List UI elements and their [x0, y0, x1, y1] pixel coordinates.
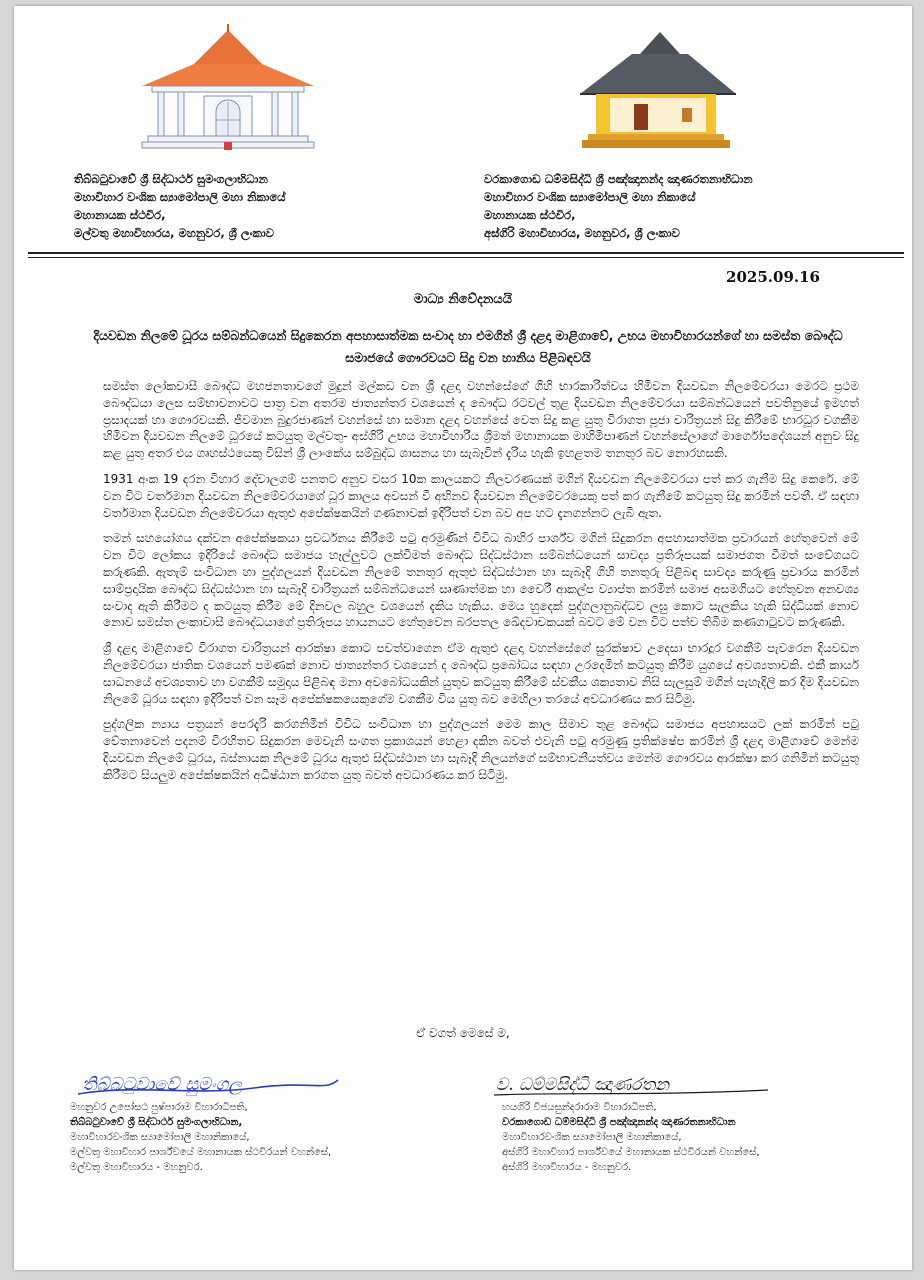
right-signature-image [488, 1068, 778, 1100]
closing-line: ඒ වගත් මෙසේ ම, [416, 1026, 510, 1040]
document-page [14, 6, 912, 1270]
left-signature-line: මහාවිහාරවංශික ස්‍යාමෝපාලි මහානිකායේ, [70, 1132, 250, 1143]
left-signature-line: මල්වතු මහාවිහාර පාර්ශ්වයේ මහානායක ස්ථවිරයන් වහන්සේ, [70, 1147, 332, 1158]
document-body [103, 378, 859, 793]
right-authority-line: අස්ගිරි මහාවිහාරය, මහනුවර, ශ්‍රී ලංකාව [484, 226, 680, 240]
left-signature-image [74, 1066, 344, 1100]
header-divider-thin [28, 257, 904, 258]
left-signature-block [70, 1100, 331, 1175]
left-authority-line: මහානායක ස්ථවිර, [74, 208, 166, 222]
right-signature-line: අස්ගිරි මහාවිහාර පාර්ශ්වයේ මහානායක ස්ථවිරයන් වහන්සේ, [502, 1147, 760, 1158]
left-authority-header [74, 170, 286, 242]
left-authority-line: තිබ්බටුවාවේ ශ්‍රී සිද්ධාර්ථ සුමංගලාභිධාන [74, 172, 268, 186]
right-authority-header [484, 170, 753, 242]
right-signature-line: වරකාගොඩ ධම්මසිද්ධි ශ්‍රී පඤ්ඤානන්ද ඤාණරතනාභිධාන [502, 1117, 736, 1128]
right-signature-line: මහාවිහාරවංශික ස්‍යාමෝපාලි මහානිකායේ, [502, 1132, 682, 1143]
body-paragraph: 1931 අංක 19 දරන විහාර දේවාලගම් පනතට අනුව වසර 10ක කාලයකට නිලවරණයක් මගින් දියවඩන නිලමේවරයා පත් කර ගැනීම සිදු කෙරේ. මේ වන විට වර්තමාන දියවඩන නිලමේවරයාගේ ධූර කාලය අවසන් වී අභිනව දියවඩන නිලමේවරයෙකු පත් කර ගැනීමේ කටයුතු සිදු කරමින් පවතී. ඒ සඳහා වර්තමාන දියවඩන නිලමේවරයා ඇතුළු අපේක්ෂකයින් ගණනාවක් ඉදිරිපත් වන බව අප හට දැනගන්නට ලැබී ඇත. [103, 471, 859, 520]
body-paragraph: තමන් සහයෝගය දක්වන අපේක්ෂකයා ප්‍රවර්ධනය කිරීමේ පටු අරමුණින් විවිධ බාහිර පාර්ශ්ව මගින් සිදුකරන අපහාසාත්මක ප්‍රචාරයන් හේතුවෙන් මේ වන විට ලෝකය ඉදිරියේ බෞද්ධ සමාජය හෑල්ලුවට ලක්වීමත් බෞද්ධ සිද්ධස්ථාන සම්බන්ධයෙන් සාවද්‍ය ප්‍රතිරූපයක් සමාජගත වීමත් සංවේගයට කරුණකි. ඇතැම් සංවිධාන හා පුද්ගලයන් දියවඩන නිලමේ තනතුර ඇතුළු සිද්ධස්ථාන හා සැබෑදි ගිහි තනතුරු පිළිබඳ සාවද්‍ය කරුණු ප්‍රචාරය කරමින් සාම්ප්‍රදායික බෞද්ධ සිද්ධස්ථාන හා සැබෑදි චාරිත්‍රයන් සම්බන්ධයෙන් ඍණාත්මක හා වෛරී ආකල්ප ව්‍යාප්ත කරමින් සමාජ අසමගියට හේතුවන අනවශ්‍ය සංවාද ඇති කිරීමට ද කටයුතු කිරීම මේ දිනවල බහුල වශයෙන් දැකිය හැකිය. මෙය හුදෙක් පුද්ගලානුබද්ධව ලඝු කොට සැලකිය හැකි සිද්ධියක් නොව නොව සමස්ත ලංකාවාසී බෞද්ධයාගේ ප්‍රතිරූපය හායනයට හේතුවෙන බරපතල ඛේදවාචකයක් බවට මේ වන විට පත්ව තිබීම කණගාටුවට කරුණකි. [103, 531, 859, 630]
malwathu-temple-logo [138, 24, 318, 154]
document-title: මාධ්‍ය නිවේදනයයි [413, 292, 513, 307]
header-divider [28, 252, 904, 254]
left-signature-line: මල්වතු මහාවිහාරය - මහනුවර. [70, 1162, 203, 1173]
right-authority-line: වරකාගොඩ ධම්මසිද්ධි ශ්‍රී පඤ්ඤානන්ද ඤාණරතනාභිධාන [484, 172, 753, 186]
body-paragraph: ශ්‍රී දළදා මාළිගාවේ විරාගත චාරිත්‍රයන් ආරක්ෂා කොට පවත්වාගෙන ඒම ඇතුළු දළදා වහන්සේගේ සුරක්ෂාව උදෙසා භාරදූර වගකීම් පැවරෙන දියවඩන නිලමේවරයා ජාතික වශයෙන් පමණක් නොව ජාත්‍යන්තර වශයෙන් ද බෞද්ධ ප්‍රබෝධය සඳහා උරදෙමින් කටයුතු කිරීම යුගයේ අවශ්‍යතාවකි. එකී කාර්ය සාධනයේ අවශ්‍යතාව හා වගකීම් සමුදාය පිළිබඳ මනා අවබෝධයකින් යුතුව කටයුතු කිරීමේ ස්වකීය ශක්‍යතාව නිසි සැලසුම් මගින් පැහැදිලි කර දීම දියවඩන නිලමේ ධූරය සඳහා ඉදිරිපත් වන සෑම අපේක්ෂකයෙකුගේම වගකීම විය යුතු බව මෙහිලා තරයේ අවධාරණය කර සිටිමු. [103, 641, 859, 706]
right-signature-block [502, 1100, 760, 1175]
left-signature-line: මහනුවර උපෝසථ පුෂ්පාරාම විහාරාධිපති, [70, 1102, 248, 1113]
document-subject: දියවඩන නිලමේ ධූරය සම්බන්ධයෙන් සිදුකෙරන අපහාසාත්මක සංවාද හා එමගින් ශ්‍රී දළදා මාළිගාවේ, උභය මහාවිහාරයන්ගේ හා සමස්ත බෞද්ධ සමාජයේ ගෞරවයට සිදු වන හානිය පිළිබඳවයි [93, 328, 843, 365]
right-signature-text: ව. ධම්මසිද්ධි ඤාණරතන [496, 1075, 670, 1095]
left-signature-text: තිබ්බටුවාවේ සුමංගල [82, 1074, 243, 1095]
asgiri-temple-logo [570, 28, 740, 152]
right-signature-line: හයගිරි විජයසුන්දරාරාම විහාරාධිපති, [502, 1102, 657, 1113]
document-date: 2025.09.16 [726, 268, 820, 286]
right-authority-line: මහානායක ස්ථවිර, [484, 208, 576, 222]
left-authority-line: මල්වතු මහාවිහාරය, මහනුවර, ශ්‍රී ලංකාව [74, 226, 274, 240]
right-signature-line: අස්ගිරි මහාවිහාරය - මහනුවර. [502, 1162, 632, 1173]
left-signature-line: තිබ්බටුවාවේ ශ්‍රී සිද්ධාර්ථ සුමංගලාභිධාන, [70, 1117, 243, 1128]
body-paragraph: සමස්ත ලෝකවාසී බෞද්ධ මහජනතාවගේ මුදුන් මල්කඩ වන ශ්‍රී දළදා වහන්සේගේ ගිහි භාරකාරිත්වය හිමිවන දියවඩන නිලමේවරයා මෙරට ප්‍රථම බෞද්ධයා ලෙස සම්භාවනාවට පාත්‍ර වන අතරම ජාත්‍යන්තර වශයෙන් ද බෞද්ධ රටවල් තුළ දියවඩන නිලමේවරයා සම්බන්ධයෙන් පවතිනුයේ ඉමහත් ප්‍රසාදයක් හා ගෞරවයකි. ජීවමාන බුදුරජාණන් වහන්සේ හා සමාන දළදා වහන්සේ වෙත සිදු කළ යුතු විරාගත පූජා චාරිත්‍රයන් සිදු කිරීමේ භාරධූර වගකීම හිමිවන දියවඩන නිලමේ ධූරයේ කටයුතු මල්වතු- අස්ගිරි උභය මහාවිහාරීය ශ්‍රීමත් මහානායක මාහිමිපාණන් වහන්සේලාගේ මාර්ගෝපදේශයන් අනුව සිදු කළ යුතු අතර එය ගෘහස්ථයෙකු විසින් ශ්‍රී ලාංකේය සම්බුද්ධ ශාසනය හා සැබෑවින් දැරිය හැකි ඉහළතම තනතුර බව නොරහසකි. [103, 379, 859, 461]
right-authority-line: මහාවිහාර වංශික ස්‍යාමෝපාලි මහා නිකායේ [484, 190, 696, 204]
body-paragraph: පුද්ගලික න්‍යාය පත්‍රයන් පෙරදැරි කරගනිමින් විවිධ සංවිධාන හා පුද්ගලයන් මෙම කාල සීමාව තුළ බෞද්ධ සමාජය අපහාසයට ලක් කරමින් පටු චේතනාවෙන් පදනම් විරහිතව සිදුකරන මෙවැනි සංගත ප්‍රකාශයන් හෙළා දකින බවත් එවැනි පටු අරමුණු ප්‍රතික්ෂේප කරමින් ශ්‍රී දළදා මාළිගාවේ මෙන්ම දියවඩන නිලමේ ධූරය, බස්නායක නිලමේ ධූරය ඇතුළු සිද්ධස්ථාන හා සැබෑදි නිලයන්ගේ සම්භාවනීයත්වය මෙන්ම ගෞරවය ආරක්ෂා කර ගනිමින් කටයුතු කිරීමට සියලුම අපේක්ෂකයින් අධිෂ්ඨාන කරගත යුතු බවත් අවධාරණය කර සිටිමු. [103, 717, 859, 782]
left-authority-line: මහාවිහාර වංශික ස්‍යාමෝපාලි මහා නිකායේ [74, 190, 286, 204]
